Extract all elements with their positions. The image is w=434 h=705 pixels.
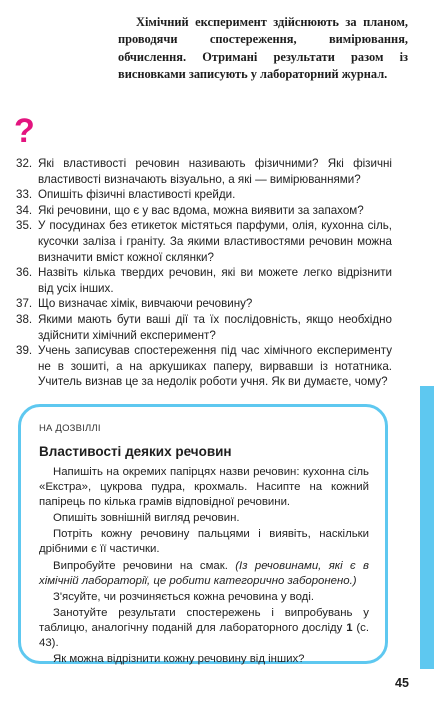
list-item (16, 312, 392, 343)
page-number: 45 (395, 676, 409, 690)
box-paragraph: З'ясуйте, чи розчиняється кожна речовина у воді. (53, 590, 315, 603)
question-text: Які речовини, що є у вас вдома, можна виявити за запахом? (38, 203, 364, 217)
leisure-activity-box (18, 404, 388, 664)
question-number: 39. (16, 344, 33, 358)
box-title: Властивості деяких речовин (39, 444, 232, 459)
box-text-normal: (с. 43). (39, 621, 369, 650)
box-text-normal: Занотуйте результати спостережень і випробувань у таблицю, аналогічну поданій для лабораторного досліду (39, 606, 369, 634)
box-body (39, 465, 369, 667)
question-number: 33. (16, 188, 33, 202)
question-number: 32. (16, 157, 33, 170)
box-paragraph (39, 606, 369, 651)
box-paragraph: Опишіть зовнішній вигляд речовин. (53, 512, 240, 525)
box-label: НА ДОЗВІЛЛІ (39, 423, 101, 434)
question-text: Що визначає хімік, вивчаючи речовину? (38, 297, 253, 311)
list-item (16, 156, 392, 187)
question-mark-icon: ? (14, 112, 35, 150)
question-number: 34. (16, 203, 33, 217)
box-paragraph: Потріть кожну речовину пальцями і виявіть, наскільки дрібними є її частички. (39, 528, 369, 556)
box-paragraph: Як можна відрізнити кожну речовину від інших? (53, 653, 305, 666)
question-text: Опишіть фізичні властивості крейди. (38, 188, 236, 202)
question-number: 36. (16, 266, 33, 280)
list-item (16, 203, 392, 219)
list-item (16, 265, 392, 296)
questions-list (16, 156, 392, 390)
list-item (16, 218, 392, 265)
box-text-italic: (Із речовинами, які є в хімічній лабораторії, це робити категорично заборонено.) (39, 559, 369, 587)
box-text-bold: 1 (346, 621, 353, 634)
question-number: 35. (16, 219, 33, 233)
list-item (16, 187, 392, 203)
box-paragraph: Напишіть на окремих папірцях назви речовин: кухонна сіль «Екстра», цукрова пудра, крохмаль. Насипте на кожний папірець по кілька грамів відповідної речовини. (39, 466, 369, 509)
question-text: Якими мають бути ваші дії та їх послідовність, якщо необхідно здійснити хімічний експеримент? (38, 312, 392, 342)
list-item (16, 296, 392, 312)
box-paragraph (39, 559, 369, 589)
list-item (16, 343, 392, 390)
question-number: 37. (16, 297, 33, 311)
question-number: 38. (16, 312, 33, 326)
question-text: У посудинах без етикеток містяться парфуми, олія, кухонна сіль, кусочки заліза і граніту. За якими властивостями речовин можна визначити вміст кожної склянки? (38, 219, 392, 264)
intro-paragraph: Хімічний експеримент здійснюють за планом, проводячи спостереження, вимірювання, обчислення. Отримані результати разом із висновками записують у лабораторний журнал. (118, 15, 408, 82)
question-text: Які властивості речовин називають фізичними? Які фізичні властивості визначають візуально, а які — вимірюваннями? (38, 157, 392, 186)
box-text-normal: Випробуйте речовини на смак. (53, 559, 236, 572)
page-edge-tab (420, 386, 434, 669)
question-text: Учень записував спостереження під час хімічного експерименту не в зошиті, а на аркушиках паперу, вирвавши із нотатника. Учитель визнав це за недолік роботи учня. Як ви думаєте, чому? (38, 344, 392, 389)
question-text: Назвіть кілька твердих речовин, які ви можете легко відрізнити від усіх інших. (38, 266, 392, 295)
